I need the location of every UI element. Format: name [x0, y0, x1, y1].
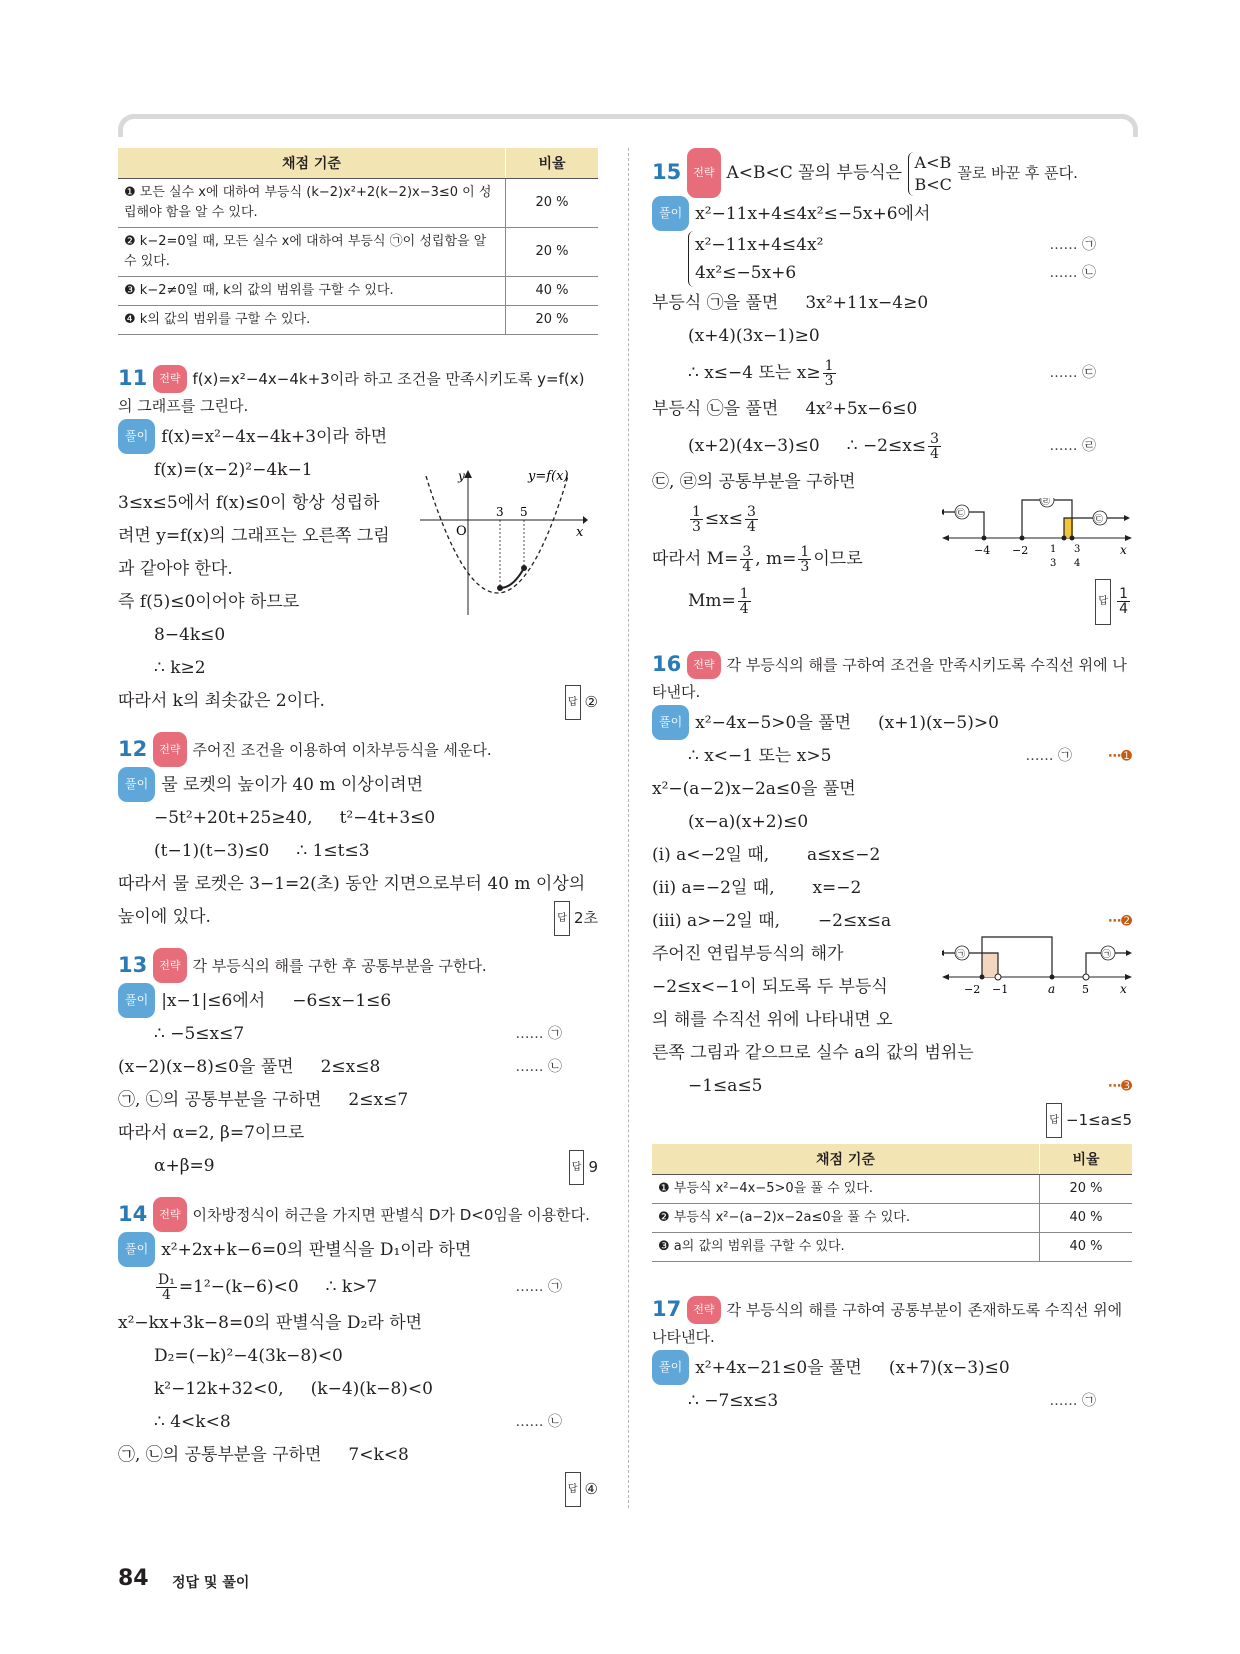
line-label-e: ㉢ [1094, 515, 1104, 525]
answer: 답 −1≤a≤5 [1046, 1103, 1132, 1138]
solution-badge: 풀이 [652, 705, 689, 740]
answer: 답 ② [565, 685, 598, 720]
table-header-criteria: 채점 기준 [118, 148, 506, 179]
problem-number: 12 [118, 737, 148, 761]
tick-3: 3 [496, 505, 504, 519]
line-label-c: ㉢ [956, 509, 966, 519]
answer: 답 $\frac{1}{4}$ [1095, 579, 1132, 625]
problem-11: 11 전략 f(x)=x²−4x−4k+3이라 하고 조건을 만족시키도록 y=f(x)의 그래프를 그린다. 풀이 f(x)=x²−4x−4k+3이라 하면 f(x)=(x−2)²−4k−1 3≤x≤5에서 f(x)≤0이 항상 성립하 려면 y=f(x)의 그래프는 오른쪽 그림 과 같아야 한다. 즉 f(5)≤0이어야 하므로 8−4k≤0 ∴ k≥2 따라서 k의 최솟값은 2이다. 답 ② O 3 5 y x y=f(x) [118, 365, 598, 718]
table-row: ❸ k−2≠0일 때, k의 값의 범위를 구할 수 있다. 40 % [118, 277, 598, 306]
tick-neg1: −1 [992, 983, 1009, 996]
answer-box-icon: 답 [565, 685, 581, 720]
strategy-badge: 전략 [687, 651, 720, 679]
table-header-ratio: 비율 [1040, 1144, 1133, 1175]
answer-box-icon: 답 [565, 1472, 581, 1507]
page-number: 84 [118, 1566, 149, 1591]
tick-neg2: −2 [964, 983, 981, 996]
tick-1-den: 3 [1050, 558, 1057, 569]
answer: 답 ④ [565, 1472, 598, 1507]
problem-number: 16 [652, 652, 682, 676]
strategy-badge: 전략 [153, 948, 186, 983]
strategy-badge: 전략 [153, 1197, 186, 1232]
solution-badge: 풀이 [118, 767, 155, 802]
solution-badge: 풀이 [118, 419, 155, 454]
column-divider [628, 148, 629, 1508]
solution-badge: 풀이 [118, 1232, 155, 1267]
number-line-15 [942, 498, 1132, 578]
tick-1: 1 [1050, 544, 1057, 555]
table-header-criteria: 채점 기준 [652, 1144, 1040, 1175]
problem-17: 17 전략 각 부등식의 해를 구하여 공통부분이 존재하도록 수직선 위에 나타낸다. 풀이 x²+4x−21≤0을 풀면 (x+7)(x−3)≤0 ∴ −7≤x≤3 …… ㉠ [652, 1297, 1123, 1411]
scoring-table-16 [652, 1144, 1132, 1262]
solution-badge: 풀이 [652, 196, 689, 231]
solution-badge: 풀이 [652, 1350, 689, 1385]
answer-box-icon: 답 [1095, 579, 1111, 625]
answer-box-icon: 답 [569, 1150, 585, 1185]
page-label: 정답 및 풀이 [172, 1575, 250, 1591]
table-row: ❸ a의 값의 범위를 구할 수 있다. 40 % [652, 1233, 1132, 1262]
tick-3: 3 [1074, 544, 1081, 555]
x-label: x [1120, 543, 1127, 557]
answer-box-icon: 답 [1046, 1103, 1062, 1138]
tick-neg2: −2 [1012, 544, 1029, 557]
table-header-ratio: 비율 [506, 148, 599, 179]
number-line-16 [942, 933, 1132, 1003]
strategy-badge: 전략 [687, 148, 720, 198]
problem-12: 12 전략 주어진 조건을 이용하여 이차부등식을 세운다. 풀이 물 로켓의 높이가 40 m 이상이려면 −5t²+20t+25≥40, t²−4t+3≤0 (t−1)(t−3)≤0 ∴ 1≤t≤3 따라서 물 로켓은 3−1=2(초) 동안 지면으로부터 40 m 이상의 높이에 있다. 답 2초 [118, 732, 598, 934]
answer: 답 2초 [554, 901, 598, 936]
tick-a: a [1048, 982, 1056, 996]
problem-number: 15 [652, 160, 682, 184]
table-row: ❷ 부등식 x²−(a−2)x−2a≤0을 풀 수 있다. 40 % [652, 1204, 1132, 1233]
solution-badge: 풀이 [118, 983, 155, 1018]
scoring-table-10 [118, 148, 598, 335]
origin-label: O [456, 524, 467, 539]
table-row: ❷ k−2=0일 때, 모든 실수 x에 대하여 부등식 ㉠이 성립함을 알 수 있다. 20 % [118, 228, 598, 277]
parabola-graph [418, 470, 588, 615]
problem-13: 13 전략 각 부등식의 해를 구한 후 공통부분을 구한다. 풀이 |x−1|≤6에서 −6≤x−1≤6 ∴ −5≤x≤7 …… ㉠ (x−2)(x−8)≤0을 풀면 2≤x≤8 …… ㉡ ㉠, ㉡의 공통부분을 구하면 2≤x≤7 따라서 α=2, β=7이므로 α+β=9 답 9 [118, 948, 598, 1183]
table-row: ❹ k의 값의 범위를 구할 수 있다. 20 % [118, 306, 598, 335]
problem-number: 17 [652, 1297, 682, 1321]
table-row: ❶ 모든 실수 x에 대하여 부등식 (k−2)x²+2(k−2)x−3≤0 이 성립해야 함을 알 수 있다. 20 % [118, 179, 598, 228]
answer-box-icon: 답 [554, 901, 570, 936]
problem-14: 14 전략 이차방정식이 허근을 가지면 판별식 D가 D<0임을 이용한다. 풀이 x²+2x+k−6=0의 판별식을 D₁이라 하면 $\frac{\text{D₁}}{4}$ =1²−(k−6)<0 ∴ k>7 …… ㉠ x²−kx+3k−8=0의 판별식을 D₂라 하면 D₂=(−k)²−4(3k−8)<0 k²−12k+32<0, (k−4)(k−8)<0 ∴ 4<k<8 …… ㉡ ㉠, ㉡의 공통부분을 구하면 7<k<8 답 ④ [118, 1197, 598, 1505]
tick-neg4: −4 [974, 544, 991, 557]
table-row: ❶ 부등식 x²−4x−5>0을 풀 수 있다. 20 % [652, 1175, 1132, 1204]
problem-number: 13 [118, 953, 148, 977]
problem-number: 11 [118, 366, 148, 390]
problem-15: 15 전략 A<B<C 꼴의 부등식은 A<B B<C 꼴로 바꾼 후 푼다. 풀이 x²−11x+4≤4x²≤−5x+6에서 x²−11x+4≤4x² …… ㉠ 4x²≤−5x+6 …… ㉡ 부등식 ㉠을 풀면 3x²+11x−4≥0 (x+4)(3x−1)≥0 ∴ x≤−4 또는 x≥ $\frac{1}{3}$ …… ㉢ 부등식 ㉡을 풀면 4x²+5x−6≤0 (x+2)(4x−3)≤0 ∴ −2≤x≤ $\frac{3}{4}$ …… ㉣ ㉢, ㉣의 공통부분을 구하면 $\frac{1}{3}$ ≤x≤ $\frac{3}{4}$ 따라서 M= $\frac{3}{4}$ , m= $\frac{1}{3}$ 이므로 Mm= $\frac{1}{4}$ 답 $\frac{1}{4}$ ㉢ ㉣ ㉢ −4 −2 1 3 3 4 x [652, 148, 1132, 623]
line-label-c1: ㉠ [956, 950, 966, 960]
brace-system: A<B B<C [908, 152, 952, 196]
line-label-c2: ㉠ [1102, 950, 1112, 960]
right-column [652, 148, 1132, 1418]
strategy-badge: 전략 [153, 732, 186, 767]
problem-16: 16 전략 각 부등식의 해를 구하여 조건을 만족시키도록 수직선 위에 나타낸다. 풀이 x²−4x−5>0을 풀면 (x+1)(x−5)>0 ∴ x<−1 또는 x>5 …… ㉠ ⋯➊ x²−(a−2)x−2a≤0을 풀면 (x−a)(x+2)≤0 (ⅰ) a<−2일 때, a≤x≤−2 (ⅱ) a=−2일 때, x=−2 (ⅲ) a>−2일 때, −2≤x≤a ⋯➋ 주어진 연립부등식의 해가 −2≤x<−1이 되도록 두 부등식 의 해를 수직선 위에 나타내면 오 른쪽 그림과 같으므로 실수 a의 값의 범위는 −1≤a≤5 ⋯➌ 답 −1≤a≤5 ㉠ ㉠ −2 −1 a 5 x [652, 651, 1132, 1136]
answer: 답 9 [569, 1150, 598, 1185]
line-label-d: ㉣ [1041, 498, 1051, 507]
tick-5: 5 [1082, 983, 1089, 996]
x-label: x [1120, 982, 1127, 996]
tick-5: 5 [520, 505, 528, 519]
strategy-badge: 전략 [153, 365, 186, 393]
top-decorative-bar [118, 114, 1138, 137]
strategy-badge: 전략 [687, 1296, 720, 1324]
problem-number: 14 [118, 1202, 148, 1226]
y-axis-label: y [458, 470, 465, 483]
tick-3-den: 4 [1074, 558, 1081, 569]
x-axis-label: x [576, 525, 584, 540]
strategy-text: f(x)=x²−4x−4k+3이라 하고 조건을 만족시키도록 y=f(x)의 그래프를 그린다. [118, 370, 585, 415]
left-column [118, 148, 598, 1505]
function-label: y=f(x) [528, 470, 569, 484]
